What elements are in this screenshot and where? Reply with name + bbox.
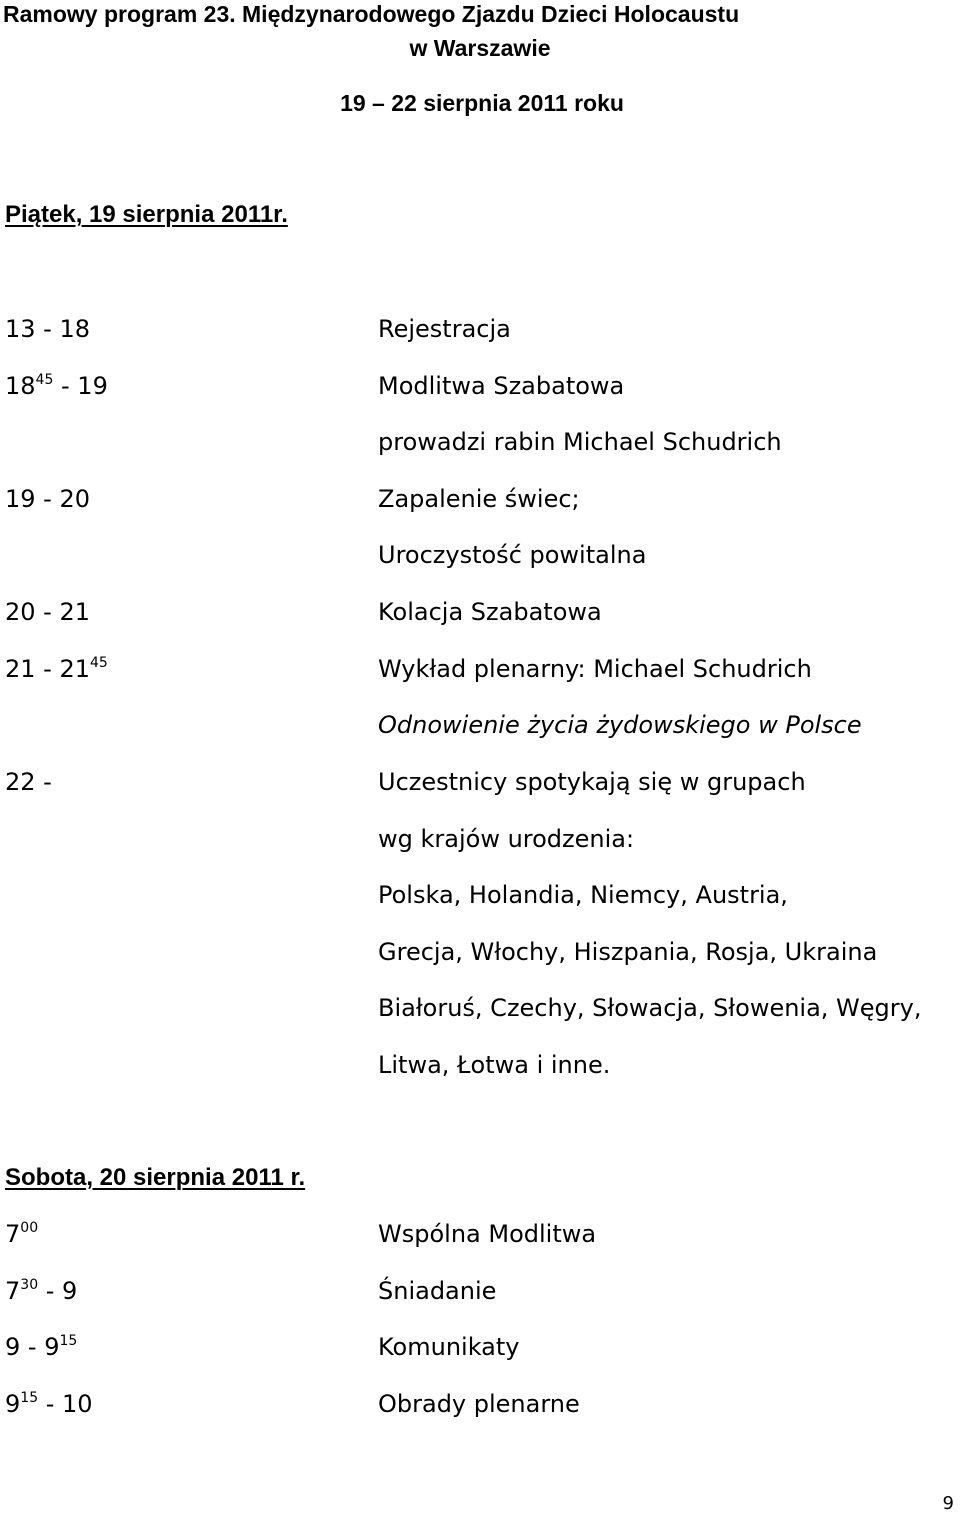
document-title-location: w Warszawie (409, 35, 551, 61)
schedule-item-detail: Białoruś, Czechy, Słowacja, Słowenia, Węgry, (378, 994, 922, 1022)
schedule-item: Uczestnicy spotykają się w grupach (378, 768, 806, 796)
schedule-item: Wspólna Modlitwa (378, 1220, 597, 1248)
schedule-time: 20 - 21 (5, 598, 90, 626)
schedule-item: Wykład plenarny: Michael Schudrich (378, 655, 812, 683)
schedule-time: $7^{00}$ (5, 1220, 39, 1248)
schedule-time: $7^{30} - 9$ (5, 1277, 78, 1305)
schedule-time: $9^{15} - 10$ (5, 1390, 93, 1418)
schedule-item: Modlitwa Szabatowa (378, 372, 625, 400)
schedule-time: 22 - (5, 768, 52, 796)
schedule-time: 13 - 18 (5, 315, 90, 343)
schedule-time: 19 - 20 (5, 485, 90, 513)
document-dates: 19 – 22 sierpnia 2011 roku (340, 90, 624, 116)
document-title: Ramowy program 23. Międzynarodowego Zjazdu Dzieci Holocaustu (3, 1, 740, 27)
schedule-time: $9 - 9^{15}$ (5, 1333, 78, 1361)
schedule-item-detail: Grecja, Włochy, Hiszpania, Rosja, Ukraina (378, 938, 878, 966)
schedule-item-detail: Uroczystość powitalna (378, 541, 647, 569)
schedule-item: Kolacja Szabatowa (378, 598, 602, 626)
schedule-item: Rejestracja (378, 315, 511, 343)
lecture-title: Odnowienie życia żydowskiego w Polsce (378, 711, 862, 739)
schedule-time: $21 - 21^{45}$ (5, 655, 108, 683)
schedule-item: Komunikaty (378, 1333, 520, 1361)
page-number: 9 (942, 1493, 954, 1514)
schedule-time: $18^{45} - 19$ (5, 372, 108, 400)
day-heading-saturday: Sobota, 20 sierpnia 2011 r. (5, 1164, 306, 1191)
schedule-item-detail: wg krajów urodzenia: (378, 825, 635, 853)
schedule-item: Zapalenie świec; (378, 485, 580, 513)
schedule-item: Obrady plenarne (378, 1390, 580, 1418)
schedule-item: Śniadanie (378, 1277, 497, 1305)
schedule-item-detail: Litwa, Łotwa i inne. (378, 1051, 611, 1079)
day-heading-friday: Piątek, 19 sierpnia 2011r. (5, 201, 288, 228)
schedule-item-detail: Polska, Holandia, Niemcy, Austria, (378, 881, 788, 909)
schedule-item-detail: prowadzi rabin Michael Schudrich (378, 428, 782, 456)
